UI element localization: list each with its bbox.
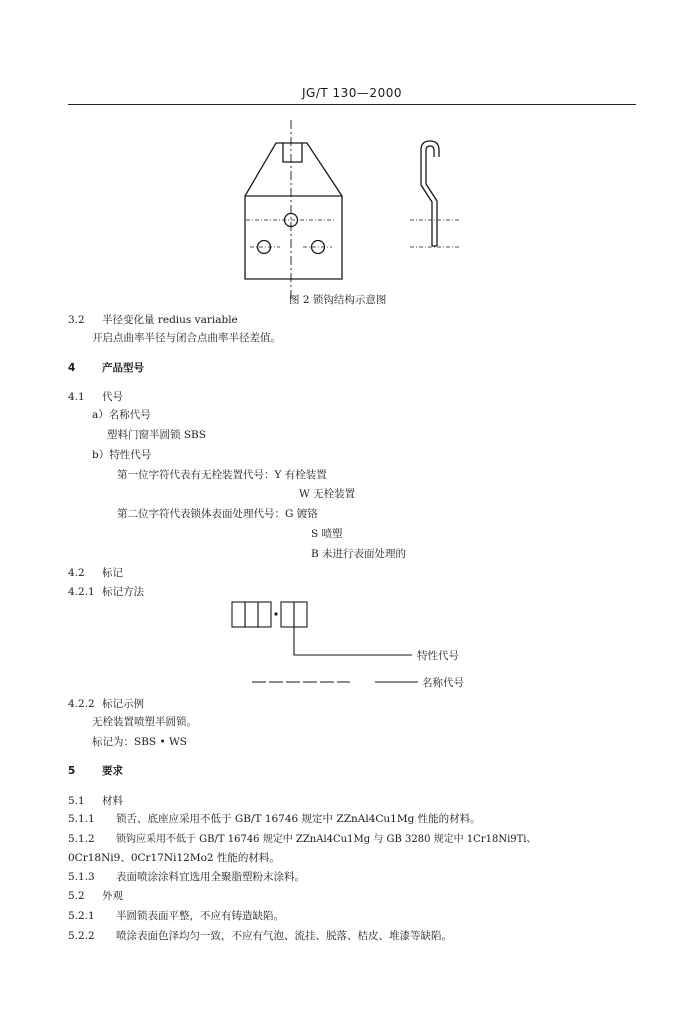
- label-name-code: 名称代号: [422, 677, 464, 689]
- example-line-1: 无栓装置喷塑半圆锁。: [92, 716, 197, 728]
- section-number: 4.1: [68, 391, 85, 403]
- section-number: 5.2.1: [68, 910, 95, 922]
- section-title: 半径变化量 redius variable: [102, 314, 238, 326]
- sec-5-1-2-cont: 0Cr18Ni9、0Cr17Ni12Mo2 性能的材料。: [68, 852, 280, 864]
- name-code-box-1: [232, 602, 245, 627]
- section-title: 标记示例: [102, 698, 144, 710]
- section-body: 半圆锁表面平整，不应有铸造缺陷。: [116, 910, 284, 922]
- section-number: 5.1: [68, 795, 85, 807]
- section-body: 锁舌、底座应采用不低于 GB/T 16746 规定中 ZZnAl4Cu1Mg 性能的材料。: [116, 813, 481, 825]
- example-line-2: 标记为：SBS • WS: [92, 736, 187, 748]
- section-number: 4: [68, 362, 76, 374]
- item-b-line2-cont2: B 未进行表面处理的: [311, 548, 407, 560]
- feature-code-leader: [294, 627, 412, 655]
- item-b-line2-cont1: S 喷塑: [311, 528, 343, 540]
- item-a-label: a）名称代号: [92, 409, 151, 421]
- sec-5-2-heading: [68, 889, 123, 903]
- section-body: 锁钩应采用不低于 GB/T 16746 规定中 ZZnAl4Cu1Mg 与 GB 3280 规定中 1Cr18Ni9Ti、: [116, 834, 537, 845]
- hook-side-view: [421, 141, 439, 246]
- section-number: 5: [68, 765, 76, 777]
- sec-5-2-1: [68, 909, 284, 923]
- sec-5-1-1: [68, 812, 481, 826]
- lock-hook-figure: [0, 0, 689, 300]
- name-code-box-3: [258, 602, 271, 627]
- name-code-box-2: [245, 602, 258, 627]
- sec-5-1-2: [68, 832, 537, 847]
- sec-4-2-heading: [68, 566, 123, 580]
- section-body: 表面喷涂涂料宜选用全聚脂塑粉末涂料。: [116, 871, 305, 883]
- hook-slot: [283, 143, 302, 162]
- sec-3-2-heading: [68, 313, 238, 327]
- standard-code: JG/T 130—2000: [302, 86, 402, 100]
- section-title: 外观: [102, 890, 123, 902]
- label-feature-code: 特性代号: [417, 650, 459, 662]
- figure-caption: 图 2 锁钩结构示意图: [289, 294, 387, 306]
- sec-5-1-heading: [68, 794, 123, 808]
- section-number: 4.2.1: [68, 586, 95, 598]
- feature-code-box-2: [294, 602, 307, 627]
- marking-method-diagram: [0, 590, 689, 710]
- item-b-line2: 第二位字符代表锁体表面处理代号：G 镀铬: [117, 508, 318, 520]
- section-number: 5.1.1: [68, 813, 95, 825]
- sec-4-1-heading: [68, 390, 123, 404]
- feature-code-box-1: [281, 602, 294, 627]
- item-a-body: 塑料门窗半圆锁 SBS: [107, 429, 206, 441]
- sec-4-2-2-heading: [68, 697, 144, 711]
- sec-5-heading: [68, 764, 123, 778]
- section-number: 5.2: [68, 890, 85, 902]
- sec-4-heading: [68, 361, 144, 375]
- hook-plate-outline: [245, 143, 342, 279]
- sec-3-2-body: 开启点曲率半径与闭合点曲率半径差值。: [92, 332, 281, 344]
- section-title: 标记: [102, 567, 123, 579]
- item-b-line1: 第一位字符代表有无栓装置代号：Y 有栓装置: [117, 469, 327, 481]
- section-body: 喷涂表面色泽均匀一致，不应有气泡、流挂、脱落、桔皮、堆漆等缺陷。: [116, 930, 452, 942]
- item-b-line1-cont: W 无栓装置: [299, 488, 356, 500]
- section-title: 要求: [102, 765, 123, 777]
- section-title: 材料: [102, 795, 123, 807]
- separator-dot: [274, 612, 277, 615]
- section-number: 5.1.3: [68, 871, 95, 883]
- sec-5-1-3: [68, 870, 305, 884]
- section-number: 3.2: [68, 314, 85, 326]
- section-title: 代号: [102, 391, 123, 403]
- section-title: 标记方法: [102, 586, 144, 598]
- section-number: 5.1.2: [68, 833, 95, 845]
- section-number: 4.2: [68, 567, 85, 579]
- sec-5-2-2: [68, 929, 452, 943]
- section-title: 产品型号: [102, 362, 144, 374]
- item-b-label: b）特性代号: [92, 449, 152, 461]
- section-number: 5.2.2: [68, 930, 95, 942]
- section-number: 4.2.2: [68, 698, 95, 710]
